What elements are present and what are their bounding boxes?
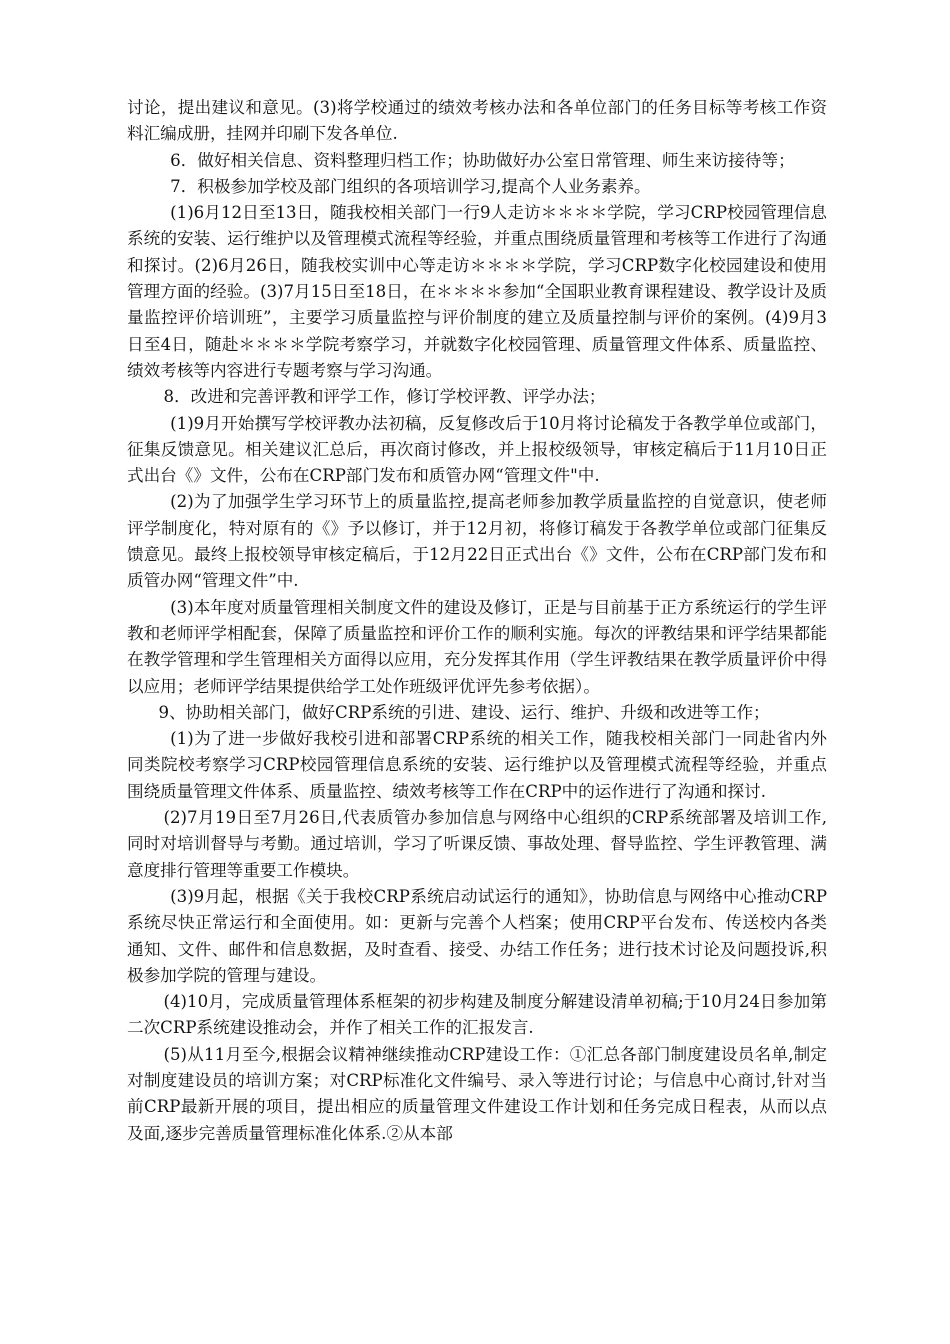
document-page (127, 95, 827, 1147)
paragraph-item-9: 9、协助相关部门，做好CRP系统的引进、建设、运行、维护、升级和改进等工作； (158, 702, 770, 722)
paragraph-item-9-sub-5: (5)从11月至今,根据会议精神继续推动CRP建设工作：①汇总各部门制度建设员名单,制定对制度建设员的培训方案；对CRP标准化文件编号、录入等进行讨论；与信息中心商讨,针对当前CRP最新开展的项目，提出相应的质量管理文件建设工作计划和任务完成日程表，从而以点及面,逐步完善质量管理标准化体系.②从本部 (127, 1044, 827, 1143)
paragraph-item-8-sub-1: (1)9月开始撰写学校评教办法初稿，反复修改后于10月将讨论稿发于各教学单位或部门，征集反馈意见。相关建议汇总后，再次商讨修改，并上报校级领导，审核定稿后于11月10日正式出台《》文件，公布在CRP部门发布和质管办网“管理文件"中. (127, 413, 827, 486)
paragraph-item-8-sub-2: (2)为了加强学生学习环节上的质量监控,提高老师参加教学质量监控的自觉意识，使老师评学制度化，特对原有的《》予以修订，并于12月初，将修订稿发于各教学单位或部门征集反馈意见。最终上报校领导审核定稿后，于12月22日正式出台《》文件，公布在CRP部门发布和质管办网“管理文件”中. (127, 492, 827, 591)
paragraph-item-7-details: (1)6月12日至13日，随我校相关部门一行9人走访＊＊＊＊学院，学习CRP校园管理信息系统的安装、运行维护以及管理模式流程等经验，并重点围绕质量管理和考核等工作进行了沟通和探讨。(2)6月26日，随我校实训中心等走访＊＊＊＊学院，学习CRP数字化校园建设和使用管理方面的经验。(3)7月15日至18日，在＊＊＊＊参加“全国职业教育课程建设、教学设计及质量监控评价培训班”，主要学习质量监控与评价制度的建立及质量控制与评价的案例。(4)9月3日至4日，随赴＊＊＊＊学院考察学习，并就数字化校园管理、质量管理文件体系、质量监控、绩效考核等内容进行专题考察与学习沟通。 (127, 203, 827, 380)
paragraph-item-9-sub-3: (3)9月起，根据《关于我校CRP系统启动试运行的通知》，协助信息与网络中心推动CRP系统尽快正常运行和全面使用。如：更新与完善个人档案；使用CRP平台发布、传送校内各类通知、文件、邮件和信息数据，及时查看、接受、办结工作任务；进行技术讨论及问题投诉,积极参加学院的管理与建设。 (127, 886, 827, 985)
paragraph-item-9-sub-4: (4)10月，完成质量管理体系框架的初步构建及制度分解建设清单初稿;于10月24日参加第二次CRP系统建设推动会，并作了相关工作的汇报发言. (127, 992, 827, 1038)
paragraph-item-9-sub-2: (2)7月19日至7月26日,代表质管办参加信息与网络中心组织的CRP系统部署及培训工作,同时对培训督导与考勤。通过培训，学习了听课反馈、事故处理、督导监控、学生评教管理、满意度排行管理等重要工作模块。 (127, 808, 827, 880)
paragraph-item-6: 6．做好相关信息、资料整理归档工作；协助做好办公室日常管理、师生来访接待等； (170, 150, 795, 170)
paragraph-item-9-sub-1: (1)为了进一步做好我校引进和部署CRP系统的相关工作，随我校相关部门一同赴省内外同类院校考察学习CRP校园管理信息系统的安装、运行维护以及管理模式流程等经验，并重点围绕质量管理文件体系、质量监控、绩效考核等工作在CRP中的运作进行了沟通和探讨. (127, 729, 827, 801)
paragraph-item-8-sub-3: (3)本年度对质量管理相关制度文件的建设及修订，正是与目前基于正方系统运行的学生评教和老师评学相配套，保障了质量监控和评价工作的顺利实施。每次的评教结果和评学结果都能在教学管理和学生管理相关方面得以应用，充分发挥其作用（学生评教结果在教学质量评价中得以应用；老师评学结果提供给学工处作班级评优评先参考依据）。 (127, 597, 827, 696)
paragraph-item-8: 8．改进和完善评教和评学工作，修订学校评教、评学办法； (163, 387, 606, 407)
paragraph-item-7: 7．积极参加学校及部门组织的各项培训学习,提高个人业务素养。 (170, 176, 651, 196)
paragraph-continuation: 讨论，提出建议和意见。(3)将学校通过的绩效考核办法和各单位部门的任务目标等考核工作资料汇编成册，挂网并印刷下发各单位. (127, 98, 827, 144)
